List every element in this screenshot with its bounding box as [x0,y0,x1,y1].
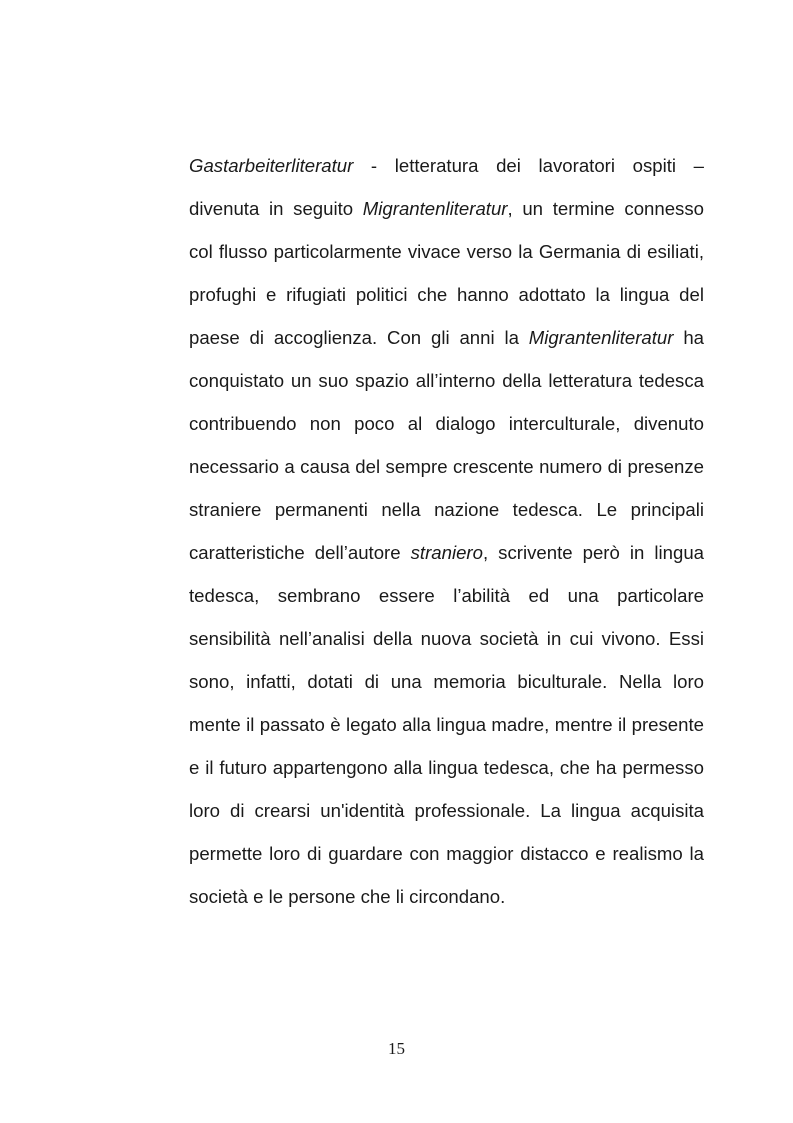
body-paragraph [189,144,704,918]
term-migrantenliteratur-2: Migrantenliteratur [528,327,674,348]
page-number: 15 [388,1039,405,1058]
paragraph-text-1: - letteratura dei lavoratori ospiti – divenuta in seguito [189,155,704,219]
paragraph-text-4: , scrivente però in lingua tedesca, sembrano essere l’abilità ed una particolare sensibilità nell’analisi della nuova società in cui vivono. Essi sono, infatti, dotati di una memoria biculturale. Nella loro mente il passato è legato alla lingua madre, mentre il presente e il futuro appartengono alla lingua tedesca, che ha permesso loro di crearsi un'identità professionale. La lingua acquisita permette loro di guardare con maggior distacco e realismo la società e le persone che li circondano. [189,542,705,907]
paragraph-text-2: , un termine connesso col flusso particolarmente vivace verso la Germania di esiliati, profughi e rifugiati politici che hanno adottato la lingua del paese di accoglienza. Con gli anni la [189,198,704,348]
term-gastarbeiterliteratur: Gastarbeiterliteratur [189,155,354,176]
term-migrantenliteratur-1: Migrantenliteratur [362,198,508,219]
paragraph-text-3: ha conquistato un suo spazio all’interno della letteratura tedesca contribuendo non poco al dialogo interculturale, divenuto necessario a causa del sempre crescente numero di presenze straniere permanenti nella nazione tedesca. Le principali caratteristiche dell’autore [189,327,704,563]
term-straniero: straniero [410,542,483,563]
